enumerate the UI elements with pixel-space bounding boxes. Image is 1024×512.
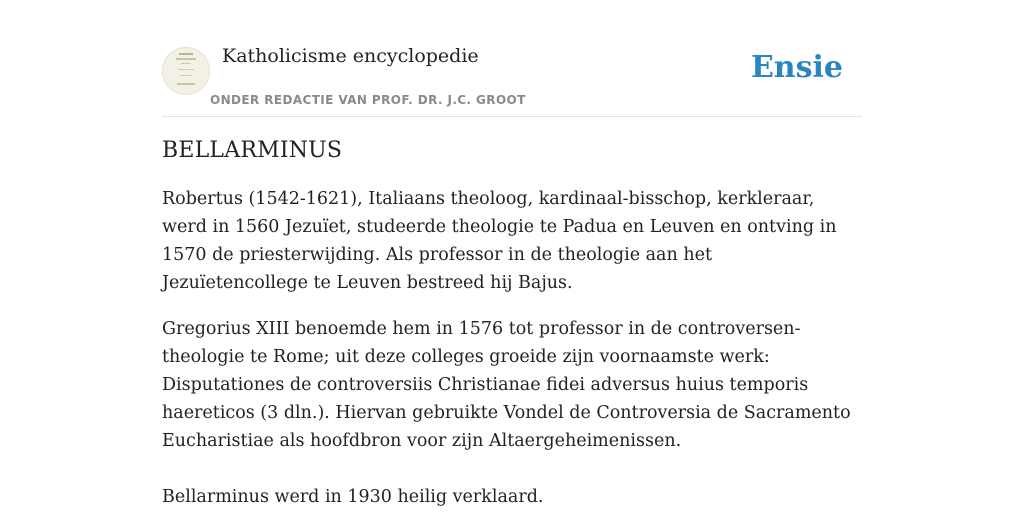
- cover-text-line: [180, 75, 192, 76]
- article-paragraph: Robertus (1542-1621), Italiaans theoloog, kardinaal-bisschop, kerkleraar, werd in 1560 Jezuïet, studeerde theologie te Padua en Leuven en ontving in 1570 de priesterwijding. Als professor in de theologie aan het Jezuïetencollege te Leuven bestreed hij Bajus.: [162, 189, 837, 293]
- cover-text-line: [177, 83, 195, 85]
- article-paragraph: Gregorius XIII benoemde hem in 1576 tot professor in de controversen-theologie te Rome; uit deze colleges groeide zijn voornaamste werk: Disputationes de controversiis Christianae fidei adversus huius temporis haereticos (3 dln.). Hiervan gebruikte Vondel de Controversia de Sacramento Eucharistiae als hoofdbron voor zijn Altaergeheimenissen.: [162, 319, 851, 451]
- cover-title-line: [179, 53, 193, 55]
- encyclopedia-header: [162, 40, 862, 117]
- book-cover-avatar[interactable]: [162, 47, 210, 95]
- article: [162, 138, 862, 512]
- cover-text-line: [178, 69, 194, 70]
- encyclopedia-title[interactable]: Katholicisme encyclopedie: [222, 45, 479, 67]
- editor-subtitle: ONDER REDACTIE VAN PROF. DR. J.C. GROOT: [210, 93, 526, 107]
- cover-title-line: [176, 58, 196, 60]
- cover-text-line: [181, 63, 191, 64]
- article-heading: BELLARMINUS: [162, 138, 343, 163]
- ensie-logo[interactable]: Ensie: [750, 50, 843, 85]
- article-paragraph: Bellarminus werd in 1930 heilig verklaard.: [162, 487, 544, 507]
